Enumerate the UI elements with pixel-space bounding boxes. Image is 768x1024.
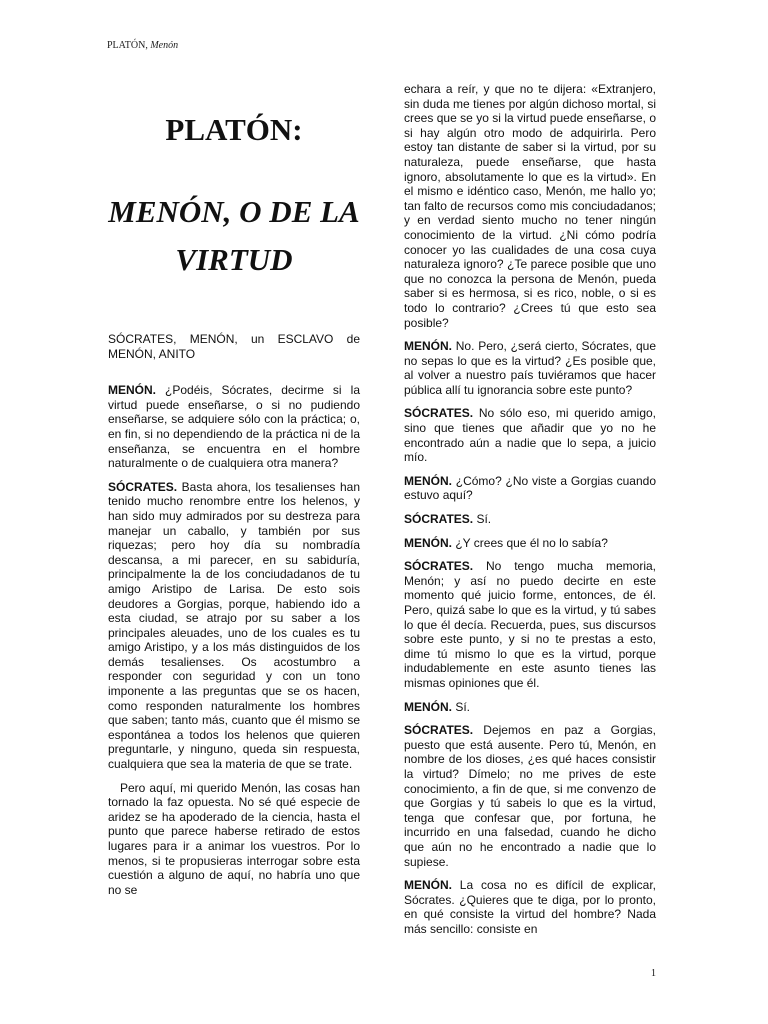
header-author: PLATÓN, xyxy=(107,40,148,51)
right-column xyxy=(404,82,656,945)
speaker-label: MENÓN. xyxy=(404,535,452,550)
paragraph xyxy=(108,383,360,471)
cast-list: SÓCRATES, MENÓN, un ESCLAVO de MENÓN, ANITO xyxy=(108,332,360,361)
paragraph-text: La cosa no es difícil de explicar, Sócrates. ¿Quieres que te diga, por lo pronto, en qué consiste la virtud del hombre? Nada más sencillo: consiste en xyxy=(404,878,656,936)
paragraph xyxy=(108,480,360,772)
title-sub-line2: VIRTUD xyxy=(175,242,293,277)
page-number: 1 xyxy=(651,968,656,979)
paragraph-text: Basta ahora, los tesalienses han tenido mucho renombre entre los helenos, y han sido muy admirados por su destreza para manejar un caballo, y también por sus riquezas; pero hoy día su nombradía descansa, a mi parecer, en su sabiduría, principalmente la de los conciudadanos de tu amigo Aristipo de Larisa. De esto sois deudores a Gorgias, porque, habiendo ido a esta ciudad, se atrajo por su saber a los principales aleuades, uno de los cuales es tu amigo Aristipo, y a los más distinguidos de los demás tesalienses. Os acostumbro a responder con seguridad y con un tono imponente a las preguntas que se os hacen, como responden naturalmente los hombres que saben; tanto más, cuanto que él mismo se espontánea a todos los helenos que quieren preguntarle, y ninguno, queda sin respuesta, cualquiera que sea la materia de que se trate. xyxy=(108,479,360,772)
paragraph xyxy=(404,406,656,464)
paragraph xyxy=(404,723,656,869)
paragraph xyxy=(404,82,656,330)
paragraph-text: Sí. xyxy=(473,512,492,527)
speaker-label: SÓCRATES. xyxy=(404,512,474,527)
paragraph xyxy=(404,878,656,936)
title-sub xyxy=(108,188,360,284)
speaker-label: SÓCRATES. xyxy=(404,723,474,738)
paragraph xyxy=(108,781,360,898)
paragraph xyxy=(404,339,656,397)
paragraph-text: ¿Podéis, Sócrates, decirme si la virtud puede enseñarse, o si no pudiendo enseñarse, se adquiere sólo con la práctica; o, en fin, si no dependiendo de la práctica ni de la enseñanza, se encuentra en el hombre naturalmente o de cualquiera otra manera? xyxy=(108,383,360,471)
paragraph xyxy=(404,700,656,715)
speaker-label: MENÓN. xyxy=(108,383,156,398)
paragraph-text: No sólo eso, mi querido amigo, sino que tienes que añadir que yo no he encontrado aún a nadie que lo sepa, a juicio mío. xyxy=(404,406,656,465)
title-sub-line1: MENÓN, O DE LA xyxy=(108,194,360,229)
speaker-label: MENÓN. xyxy=(404,473,452,488)
speaker-label: SÓCRATES. xyxy=(404,406,474,421)
speaker-label: SÓCRATES. xyxy=(404,559,474,574)
paragraph-text: echara a reír, y que no te dijera: «Extranjero, sin duda me tienes por algún dichoso mortal, si crees que se yo si la virtud puede enseñarse, o si hay algún otro modo de adquirirla. Pero estoy tan distante de saber si la virtud, por su naturaleza, puede enseñarse, que hasta ignoro, absolutamente lo que es la virtud». En el mismo e idéntico caso, Menón, me hallo yo; tan falto de recursos como mis conciudadanos; y en verdad siento mucho no tener ningún conocimiento de la virtud. ¿Ni cómo podría conocer yo las cualidades de una cosa cuya naturaleza ignoro? ¿Te parece posible que uno que no conozca la persona de Menón, pueda saber si es hermosa, si es rico, noble, o si es todo lo contrario? ¿Crees tú que esto sea posible? xyxy=(404,82,656,330)
paragraph xyxy=(404,536,656,551)
paragraph-text: Sí. xyxy=(452,699,471,714)
running-header xyxy=(107,40,178,51)
paragraph-text: No. Pero, ¿será cierto, Sócrates, que no sepas lo que es la virtud? ¿Es posible que, al volver a nuestro país tuviéramos que hacer pública allí tu ignorancia sobre este punto? xyxy=(404,339,656,397)
paragraph-text: Dejemos en paz a Gorgias, puesto que está ausente. Pero tú, Menón, en nombre de los dioses, ¿es qué haces consistir la virtud? Dímelo; no me prives de este conocimiento, a fin de que, si me convenzo de que Gorgias y tú sabeis lo que es la virtud, tenga que confesar que, por fortuna, he incurrido en una falsedad, cuando he dicho que aún no he encontrado a nadie que lo supiese. xyxy=(404,723,656,869)
header-work: Menón xyxy=(150,40,179,51)
speaker-label: SÓCRATES. xyxy=(108,479,178,494)
paragraph-text: ¿Cómo? ¿No viste a Gorgias cuando estuvo aquí? xyxy=(404,473,656,503)
paragraph-text: ¿Y crees que él no lo sabía? xyxy=(452,535,608,550)
paragraph xyxy=(404,474,656,503)
left-column xyxy=(108,112,360,906)
speaker-label: MENÓN. xyxy=(404,878,452,893)
title-main: PLATÓN: xyxy=(165,112,303,147)
paragraph xyxy=(404,559,656,690)
paragraph-text: Pero aquí, mi querido Menón, las cosas han tornado la faz opuesta. No sé qué especie de aridez se ha apoderado de la ciencia, hasta el punto que parece haberse retirado de estos lugares para ir a animar los vuestros. Por lo menos, si te propusieras interrogar sobre esta cuestión a alguno de aquí, no habría uno que no se xyxy=(108,780,360,897)
speaker-label: MENÓN. xyxy=(404,699,452,714)
speaker-label: MENÓN. xyxy=(404,339,452,354)
paragraph-text: No tengo mucha memoria, Menón; y así no puedo decirte en este momento qué juicio forme, entonces, de él. Pero, quizá sabe lo que es la virtud, y tú sabes lo que él decía. Recuerda, pues, sus discursos sobre este punto, y si no te prestas a esto, dime tú mismo lo que es la virtud, porque indudablemente en este asunto tienes las mismas opiniones que él. xyxy=(404,559,656,690)
paragraph xyxy=(404,512,656,527)
